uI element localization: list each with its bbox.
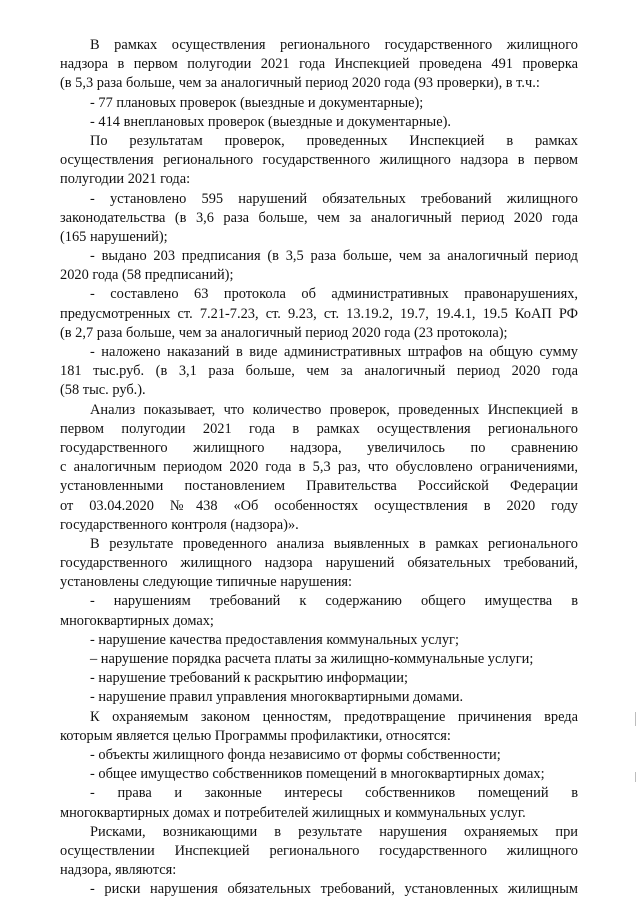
text-line: государственного контроля (надзора)». xyxy=(60,516,299,533)
text-line: установленными постановлением Правительства Российской Федерации xyxy=(60,478,578,495)
text-line: - нарушение требований к раскрытию информации; xyxy=(90,670,408,687)
text-line: - права и законные интересы собственников помещений в xyxy=(90,785,578,802)
text-line: государственного жилищного надзора, увеличилось по сравнению xyxy=(60,439,578,456)
text-line: от 03.04.2020 №438 «Об особенностях осуществления в 2020 году xyxy=(60,497,578,514)
text-line: В рамках осуществления регионального государственного жилищного xyxy=(90,37,578,53)
text-line: - составлено 63 протокола об административных правонарушениях, xyxy=(90,286,578,303)
text-line: - наложено наказаний в виде административных штрафов на общую сумму xyxy=(90,344,578,360)
text-line: которым является целью Программы профилактики, относятся: xyxy=(60,727,451,744)
text-line: государственного жилищного надзора нарушений обязательных требований, xyxy=(60,555,578,572)
text-line: - установлено 595 нарушений обязательных требований жилищного xyxy=(90,190,578,207)
text-line: установлены следующие типичные нарушения: xyxy=(60,574,353,591)
text-line: - выдано 203 предписания (в 3,5 раза больше, чем за аналогичный период xyxy=(90,248,578,265)
text-line: - нарушение правил управления многоквартирными домами. xyxy=(90,689,464,706)
text-line: По результатам проверок, проведенных Инспекцией в рамках xyxy=(90,132,578,149)
text-line: - объекты жилищного фонда независимо от формы собственности; xyxy=(90,746,501,763)
text-line: многоквартирных домах и потребителей жилищных и коммунальных услуг. xyxy=(60,804,526,821)
text-line: полугодии 2021 года: xyxy=(60,171,191,188)
text-line: - нарушениям требований к содержанию общего имущества в xyxy=(90,593,578,610)
text-line: надзора в первом полугодии 2021 года Инспекцией проведена 491 проверка xyxy=(60,56,578,73)
text-line: 181 тыс.руб. (в 3,1 раза больше, чем за аналогичный период 2020 года xyxy=(60,363,578,380)
text-line: 2020 года (58 предписаний); xyxy=(60,267,234,284)
text-line: (58 тыс. руб.). xyxy=(60,382,146,399)
text-line: - 414 внеплановых проверок (выездные и документарные). xyxy=(90,113,451,130)
text-line: - риски нарушения обязательных требований, установленных жилищным xyxy=(90,881,578,898)
text-line: надзора, являются: xyxy=(60,862,177,879)
text-line: Анализ показывает, что количество проверок, проведенных Инспекцией в xyxy=(90,401,578,418)
text-line: (в 5,3 раза больше, чем за аналогичный период 2020 года (93 проверки), в т.ч.: xyxy=(60,75,540,92)
text-line: многоквартирных домах; xyxy=(60,612,214,629)
text-line: первом полугодии 2021 года в рамках осуществления регионального xyxy=(60,420,578,437)
scan-edge-mark xyxy=(635,772,636,782)
text-line: Рисками, возникающими в результате нарушения охраняемых при xyxy=(90,823,578,840)
text-line: с аналогичным периодом 2020 года в 5,3 раз, что обусловлено ограничениями, xyxy=(60,459,578,476)
text-line: - 77 плановых проверок (выездные и документарные); xyxy=(90,94,424,111)
text-line: (165 нарушений); xyxy=(60,228,168,245)
text-line: осуществления регионального государственного жилищного надзора в первом xyxy=(60,152,578,169)
text-line: К охраняемым законом ценностям, предотвращение причинения вреда xyxy=(90,708,578,725)
text-line: осуществлении Инспекцией регионального государственного жилищного xyxy=(60,842,578,859)
text-line: (в 2,7 раза больше, чем за аналогичный период 2020 года (23 протокола); xyxy=(60,324,508,341)
text-line: - нарушение качества предоставления коммунальных услуг; xyxy=(90,631,459,648)
text-line: законодательства (в 3,6 раза больше, чем за аналогичный период 2020 года xyxy=(60,209,578,226)
text-line: - общее имущество собственников помещений в многоквартирных домах; xyxy=(90,766,545,783)
text-line: В результате проведенного анализа выявленных в рамках регионального xyxy=(90,535,578,552)
document-body xyxy=(60,36,578,899)
scan-edge-mark xyxy=(635,712,636,726)
text-line: – нарушение порядка расчета платы за жилищно-коммунальные услуги; xyxy=(90,651,534,667)
text-line: предусмотренных ст. 7.21-7.23, ст. 9.23, ст. 13.19.2, 19.7, 19.4.1, 19.5 КоАП РФ xyxy=(60,305,578,322)
